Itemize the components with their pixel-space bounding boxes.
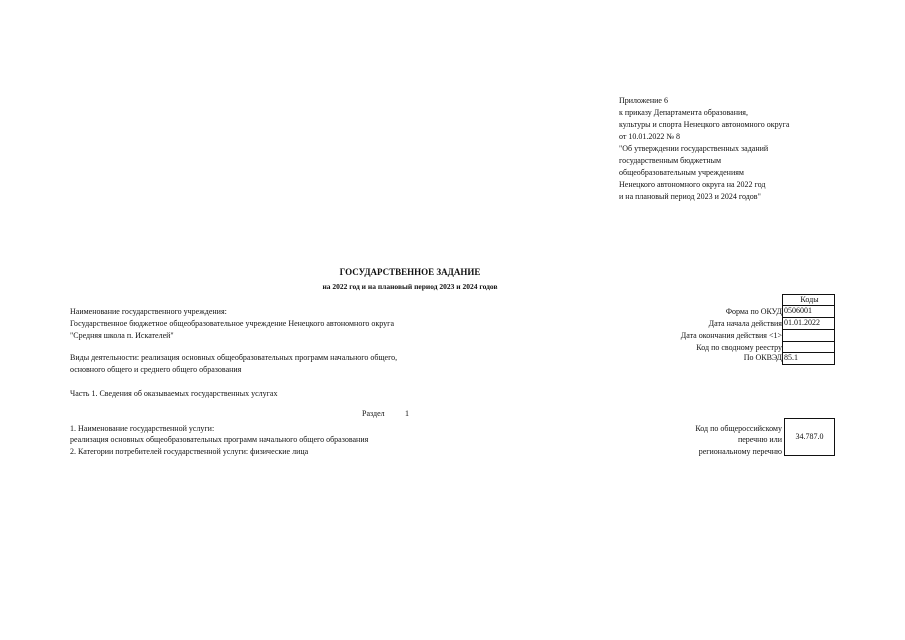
institution-short-name: "Средняя школа п. Искателей" — [70, 331, 174, 340]
appendix-line: Ненецкого автономного округа на 2022 год — [619, 180, 766, 189]
service-name-label: 1. Наименование государственной услуги: — [70, 424, 215, 433]
document-title: ГОСУДАРСТВЕННОЕ ЗАДАНИЕ — [339, 267, 481, 277]
institution-name: Государственное бюджетное общеобразовательное учреждение Ненецкого автономного округа — [70, 319, 395, 328]
activity-types-cont: основного общего и среднего общего образования — [70, 365, 242, 374]
registry-code-label: Код по сводному реестру — [696, 343, 782, 352]
activity-types: Виды деятельности: реализация основных общеобразовательных программ начального общего, — [70, 353, 398, 362]
appendix-line: государственным бюджетным — [619, 156, 722, 165]
appendix-line: общеобразовательным учреждениям — [619, 168, 744, 177]
consumer-category: 2. Категории потребителей государственной услуги: физические лица — [70, 447, 309, 456]
okved-label: По ОКВЭД — [743, 353, 782, 362]
appendix-line: культуры и спорта Ненецкого автономного округа — [619, 120, 790, 129]
section-number: 1 — [405, 409, 409, 418]
appendix-note — [619, 95, 789, 203]
end-date-label: Дата окончания действия <1> — [680, 331, 782, 340]
registry-label-2: перечню или — [737, 435, 782, 444]
section-label: Раздел — [362, 409, 385, 418]
start-date-value: 01.01.2022 — [784, 318, 820, 327]
codes-divider — [782, 329, 835, 330]
document-subtitle: на 2022 год и на плановый период 2023 и 2024 годов — [322, 282, 498, 291]
registry-label-3: региональному перечню — [698, 447, 782, 456]
appendix-line: и на плановый период 2023 и 2024 годов" — [619, 192, 761, 201]
okud-label: Форма по ОКУД — [725, 307, 782, 316]
registry-code: 34.787.0 — [795, 432, 824, 441]
appendix-line: к приказу Департамента образования, — [619, 108, 748, 117]
codes-divider — [782, 341, 835, 342]
service-name: реализация основных общеобразовательных программ начального общего образования — [70, 435, 369, 444]
start-date-label: Дата начала действия — [708, 319, 782, 328]
appendix-line: от 10.01.2022 № 8 — [619, 132, 681, 141]
institution-label: Наименование государственного учреждения: — [70, 307, 227, 316]
okud-value: 0506001 — [784, 306, 812, 315]
appendix-line: Приложение 6 — [619, 96, 668, 105]
okved-value: 85.1 — [784, 353, 798, 362]
codes-header: Коды — [800, 295, 819, 304]
appendix-line: "Об утверждении государственных заданий — [619, 144, 769, 153]
registry-label-1: Код по общероссийскому — [695, 424, 782, 433]
part-title: Часть 1. Сведения об оказываемых государственных услугах — [70, 389, 278, 398]
